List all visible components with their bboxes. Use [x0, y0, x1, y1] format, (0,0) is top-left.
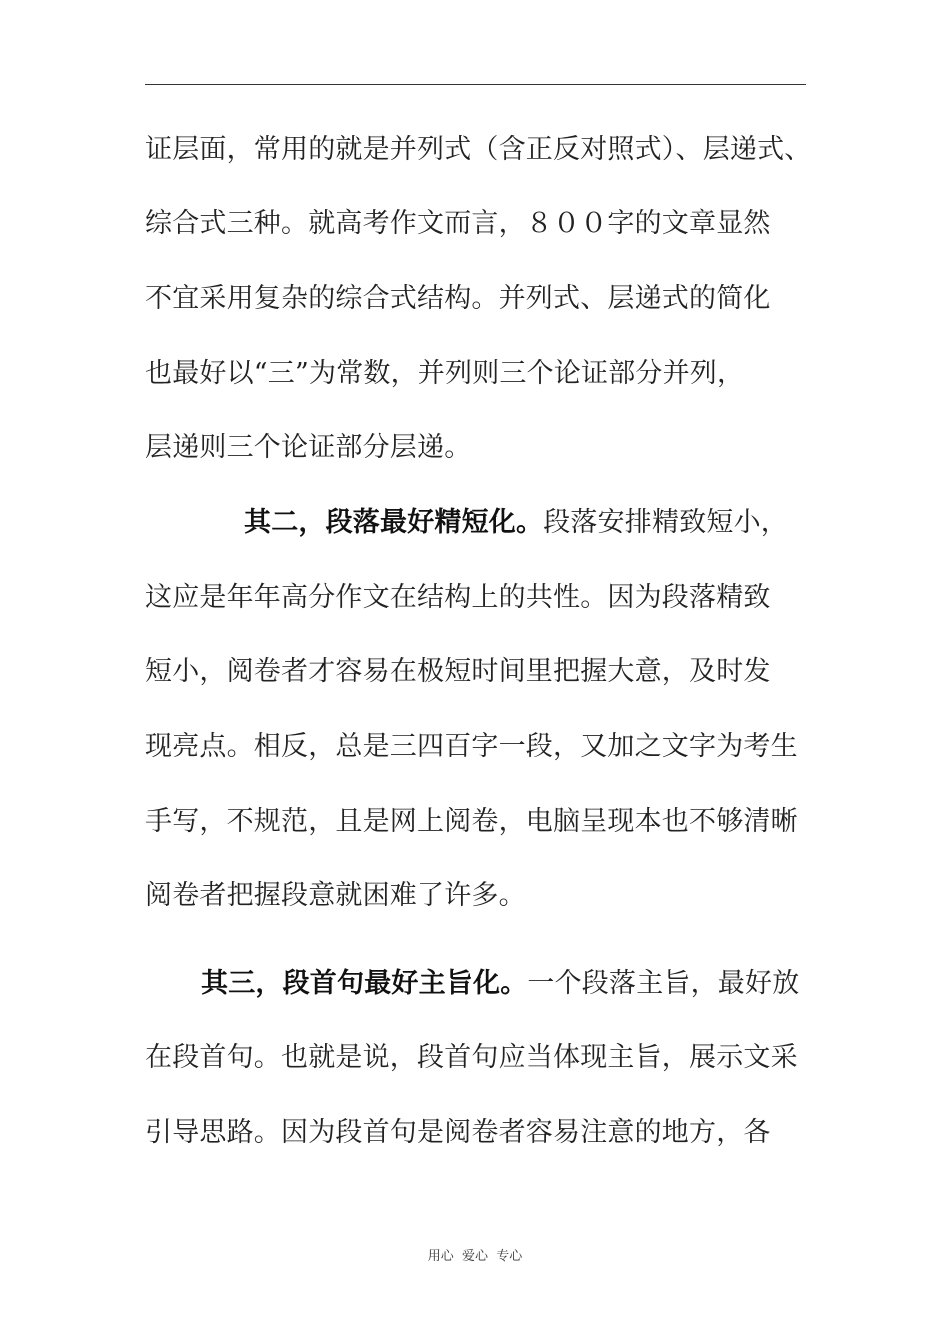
paragraph-3-text: 一个段落主旨，最好放: [527, 968, 800, 999]
text-line: 证层面，常用的就是并列式（含正反对照式）、层递式、: [145, 134, 812, 165]
text-line: 短小，阅卷者才容易在极短时间里把握大意，及时发: [145, 656, 771, 687]
paragraph-2-text: 段落安排精致短小，: [543, 507, 789, 538]
text-line: 这应是年年高分作文在结构上的共性。因为段落精致: [145, 582, 771, 613]
text-line: 手写，不规范，且是网上阅卷，电脑呈现本也不够清晰: [145, 806, 798, 837]
text-line: 也最好以“三”为常数，并列则三个论证部分并列，: [145, 358, 745, 389]
page-footer: 用心 爱心 专心: [427, 1249, 523, 1264]
header-rule: [145, 84, 806, 85]
paragraph-2-heading: 其二，段落最好精短化。: [244, 507, 544, 538]
text-line: 阅卷者把握段意就困难了许多。: [145, 880, 526, 911]
text-line: 引导思路。因为段首句是阅卷者容易注意的地方，各: [145, 1117, 771, 1148]
text-line: 在段首句。也就是说，段首句应当体现主旨，展示文采: [145, 1042, 798, 1073]
text-line: 综合式三种。就高考作文而言，８００字的文章显然: [145, 208, 771, 239]
paragraph-3-heading: 其三，段首句最好主旨化。: [201, 968, 528, 999]
text-line: 层递则三个论证部分层递。: [145, 432, 472, 463]
text-line: 现亮点。相反，总是三四百字一段，又加之文字为考生: [145, 731, 798, 762]
paragraph-2-first-line: [244, 503, 924, 543]
paragraph-3-first-line: [201, 964, 881, 1004]
text-line: 不宜采用复杂的综合式结构。并列式、层递式的简化: [145, 283, 771, 314]
